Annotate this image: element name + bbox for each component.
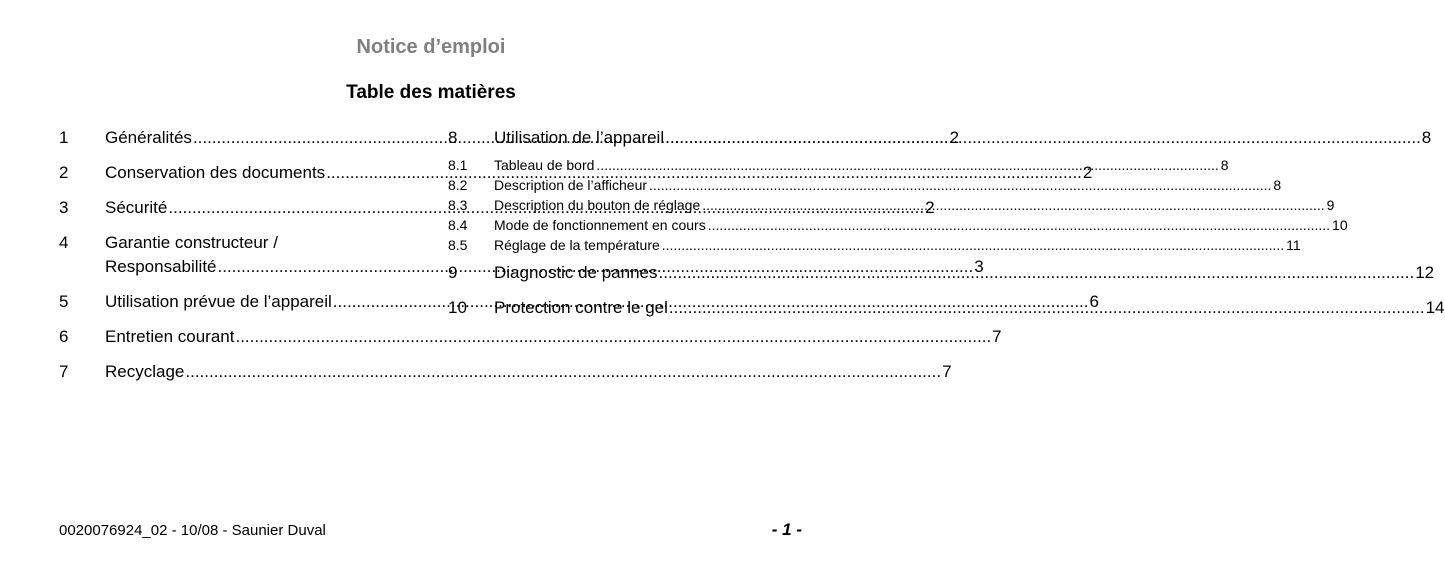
- toc-entry-title: Utilisation de l’appareil: [494, 128, 665, 147]
- toc-entry-title: Conservation des documents: [105, 163, 326, 182]
- toc-entry: [59, 360, 952, 384]
- toc-entry-page: 3: [974, 257, 984, 276]
- toc-entry: [448, 261, 1435, 285]
- footer-reference: 0020076924_02 - 10/08 - Saunier Duval: [59, 522, 326, 539]
- toc-sub-entry-title: Description de l’afficheur: [494, 177, 648, 193]
- dot-leader: [185, 360, 941, 384]
- toc-sub-entry-page: 9: [1326, 197, 1335, 213]
- toc-entry-number: 8: [448, 128, 458, 147]
- dot-leader: [669, 296, 1425, 320]
- toc-entry-page: 6: [1089, 292, 1099, 311]
- toc-entry: [448, 296, 1445, 320]
- toc-sub-entry: [448, 235, 1301, 255]
- toc-entry-title: Sécurité: [105, 198, 168, 217]
- toc-entry-title: Protection contre le gel: [494, 298, 668, 317]
- dot-leader: [702, 195, 1324, 215]
- toc-sub-entry-number: 8.3: [448, 197, 468, 213]
- page-title: Notice d’emploi: [356, 36, 506, 58]
- toc-sub-entry: [448, 195, 1335, 215]
- toc-entry-number: 5: [59, 292, 69, 311]
- toc-sub-entry-number: 8.4: [448, 217, 468, 233]
- toc-entry-page: 2: [925, 198, 935, 217]
- toc-entry-number: 6: [59, 327, 69, 346]
- toc-entry-number: 2: [59, 163, 69, 182]
- footer-page-number: - 1 -: [771, 520, 802, 539]
- toc-entry-title: Entretien courant: [105, 327, 235, 346]
- dot-leader: [596, 155, 1218, 175]
- toc-entry-page: 7: [992, 327, 1002, 346]
- toc-sub-entry-page: 10: [1332, 217, 1348, 233]
- dot-leader: [649, 175, 1271, 195]
- toc-sub-entry: [448, 175, 1282, 195]
- toc-heading: Table des matières: [346, 82, 516, 103]
- toc-sub-entry-title: Mode de fonctionnement en cours: [494, 217, 706, 233]
- toc-entry-title: Diagnostic de pannes: [494, 263, 658, 282]
- toc-sub-entry: [448, 155, 1229, 175]
- toc-entry: [59, 325, 1002, 349]
- toc-entry-title: Recyclage: [105, 362, 185, 381]
- toc-sub-entry-title: Réglage de la température: [494, 237, 660, 253]
- toc-entry-page: 8: [1421, 128, 1432, 147]
- toc-sub-entry-page: 11: [1286, 237, 1301, 253]
- toc-sub-entries: [448, 155, 1348, 255]
- toc-entry-title-line-1: Garantie constructeur /: [105, 233, 278, 252]
- toc-entry-page: 2: [1082, 163, 1093, 182]
- toc-sub-entry-title: Tableau de bord: [494, 157, 595, 173]
- toc-entry-page: 2: [949, 128, 960, 147]
- toc-sub-entry-page: 8: [1220, 157, 1229, 173]
- toc-entry-number: 4: [59, 233, 69, 252]
- toc-sub-entry-number: 8.1: [448, 157, 468, 173]
- toc-entry-number: 7: [59, 362, 69, 381]
- toc-entry-title-line-2: Responsabilité: [105, 257, 217, 276]
- toc-entry-page: 7: [942, 362, 952, 381]
- toc-entry-number: 9: [448, 263, 458, 282]
- toc-sub-entry-page: 8: [1273, 177, 1282, 193]
- toc-entry-title: Généralités: [105, 128, 192, 147]
- toc-entry-number: 3: [59, 198, 69, 217]
- toc-entry: [448, 126, 1432, 150]
- toc-entry-page: 12: [1415, 263, 1435, 282]
- dot-leader: [659, 261, 1415, 285]
- toc-sub-entry-title: Description du bouton de réglage: [494, 197, 701, 213]
- toc-right-column: [448, 126, 1445, 331]
- dot-leader: [662, 235, 1284, 255]
- dot-leader: [708, 215, 1330, 235]
- toc-entry-number: 10: [448, 298, 467, 317]
- toc-entry-page: 14: [1425, 298, 1445, 317]
- toc-entry-title: Utilisation prévue de l’appareil: [105, 292, 332, 311]
- dot-leader: [665, 126, 1421, 150]
- toc-sub-entry: [448, 215, 1348, 235]
- toc-sub-entry-number: 8.5: [448, 237, 468, 253]
- toc-entry-number: 1: [59, 128, 69, 147]
- toc-sub-entry-number: 8.2: [448, 177, 468, 193]
